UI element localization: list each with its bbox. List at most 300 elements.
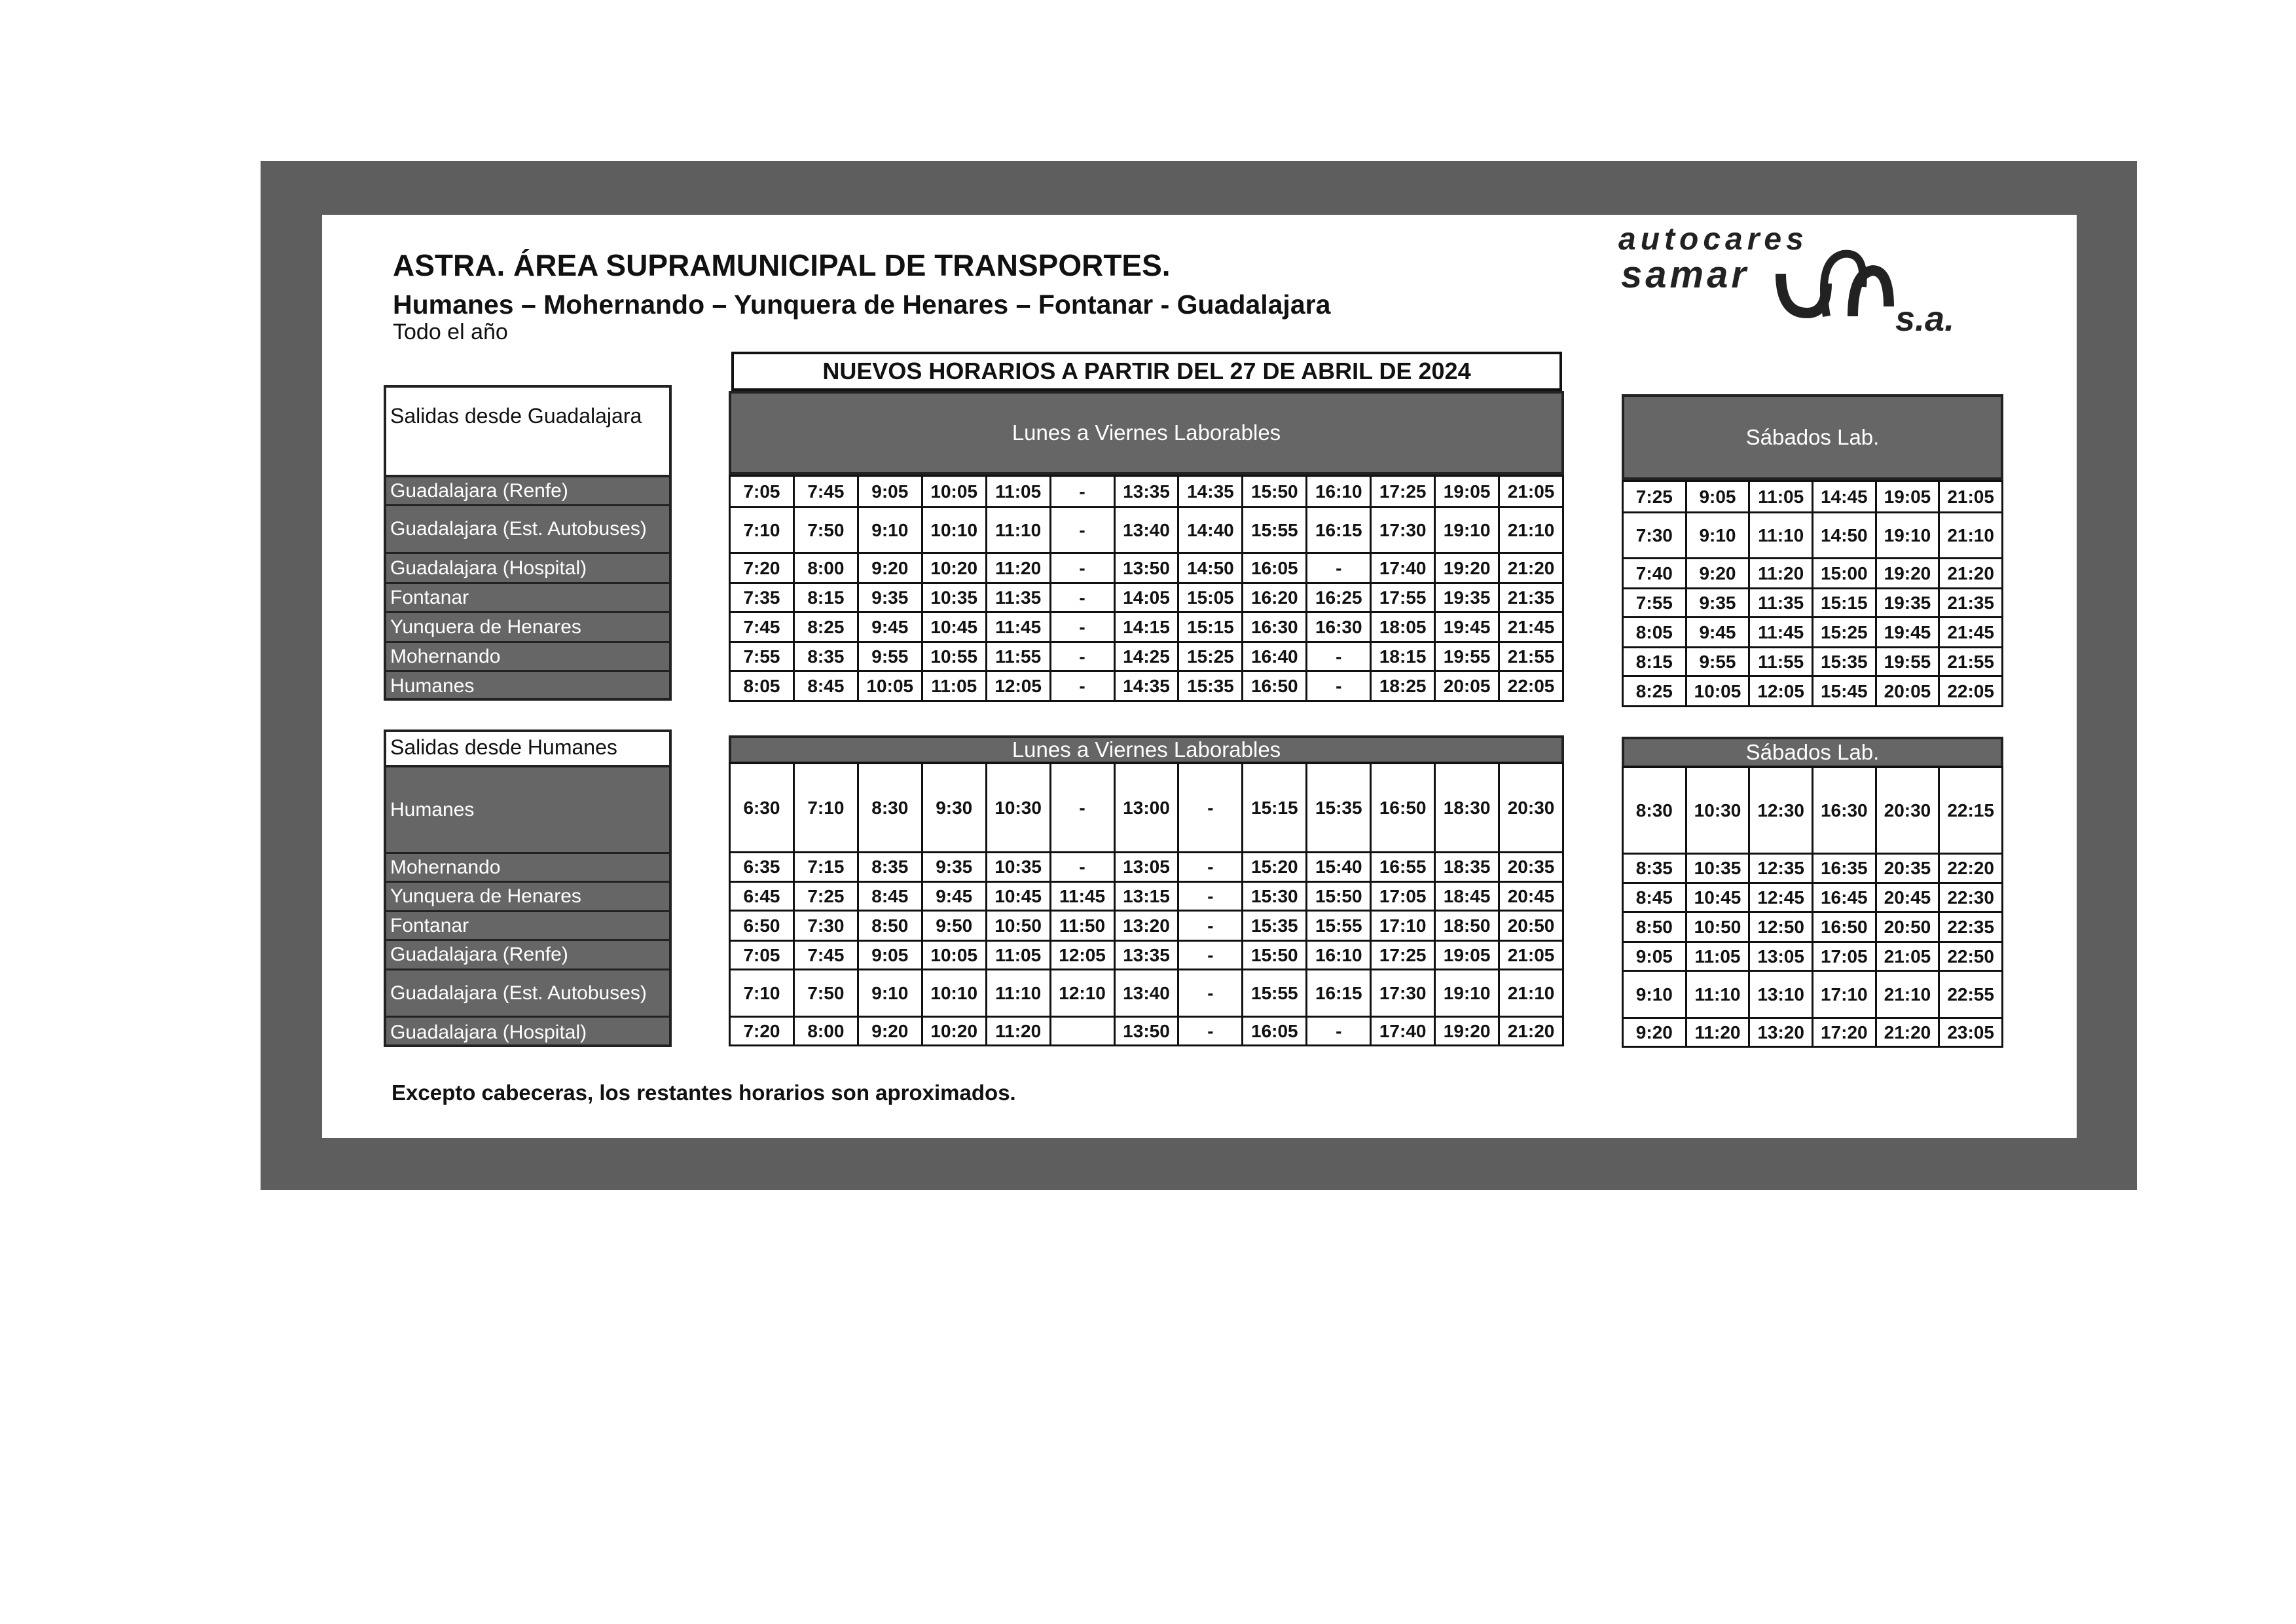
departure-time-cell: 16:35 [1812,854,1876,883]
departure-time-cell: 7:10 [730,507,794,553]
departure-time-cell: 22:55 [1939,971,2003,1018]
departure-time-cell: 20:30 [1876,767,1939,854]
departure-time-cell: - [1050,642,1114,671]
departure-time-cell: 13:15 [1114,882,1178,911]
departure-time-cell: 21:55 [1499,642,1563,671]
departure-time-cell: 12:10 [1050,970,1114,1017]
departure-time-cell: 8:15 [1623,648,1686,676]
timetable-row [730,476,1563,507]
departure-time-cell: 16:20 [1243,583,1307,612]
departure-time-cell: 22:30 [1939,883,2003,912]
departure-time-cell: 10:30 [1686,767,1749,854]
departure-time-cell: 9:20 [858,553,922,583]
timetable-row [730,941,1563,970]
departure-time-cell: 15:35 [1307,764,1371,853]
departure-time-cell: 11:35 [1749,589,1813,618]
departure-time-cell: 13:05 [1749,942,1813,971]
departure-time-cell: 6:35 [730,853,794,882]
departure-time-cell: 20:35 [1876,854,1939,883]
departure-time-cell: 21:10 [1939,513,2003,559]
departure-time-cell: 7:20 [730,1017,794,1046]
departure-time-cell: 19:35 [1876,589,1939,618]
departure-time-cell: 8:25 [1623,676,1686,707]
departure-time-cell: 13:35 [1114,941,1178,970]
departure-time-cell: 9:20 [1686,559,1749,589]
stops-list-from-humanes [384,729,672,1047]
departure-time-cell: - [1178,764,1243,853]
departure-time-cell: - [1050,476,1114,507]
departure-time-cell: 12:50 [1749,912,1813,942]
departure-time-cell: 11:05 [1686,942,1749,971]
departure-time-cell: 6:50 [730,911,794,941]
departure-time-cell: 11:10 [1749,513,1813,559]
timetable-row [1623,767,2003,854]
departure-time-cell: 16:30 [1243,612,1307,642]
departure-time-cell: 16:50 [1371,764,1435,853]
departure-time-cell: 8:30 [858,764,922,853]
departure-time-cell: - [1178,970,1243,1017]
departure-time-cell: 9:20 [1623,1018,1686,1047]
departure-time-cell: - [1050,671,1114,701]
departure-time-cell: 11:45 [1749,618,1813,648]
departure-time-cell: 20:50 [1499,911,1563,941]
departure-time-cell: 10:20 [922,1017,986,1046]
departure-time-cell: 18:05 [1371,612,1435,642]
departure-time-cell: 11:20 [1686,1018,1749,1047]
departure-time-cell: 16:05 [1243,553,1307,583]
departure-time-cell: 16:55 [1371,853,1435,882]
timetable-row [1623,618,2003,648]
departure-time-cell: 16:25 [1307,583,1371,612]
timetable-row [730,882,1563,911]
departure-time-cell: - [1050,853,1114,882]
timetable-row [730,911,1563,941]
departure-time-cell: 21:10 [1499,507,1563,553]
departure-time-cell: - [1307,1017,1371,1046]
departure-time-cell: 8:30 [1623,767,1686,854]
departure-time-cell: 18:25 [1371,671,1435,701]
departure-time-cell: 17:20 [1812,1018,1876,1047]
departure-time-cell: 16:40 [1243,642,1307,671]
departure-time-cell: 15:05 [1178,583,1243,612]
departure-time-cell: 11:55 [986,642,1050,671]
departure-time-cell: 10:05 [922,941,986,970]
timetable-row [730,612,1563,642]
departure-time-cell: 7:20 [730,553,794,583]
stop-row: Mohernando [386,643,669,672]
new-schedule-notice: NUEVOS HORARIOS A PARTIR DEL 27 DE ABRIL DE 2024 [731,352,1562,391]
departure-time-cell: 22:15 [1939,767,2003,854]
stop-row: Guadalajara (Hospital) [386,554,669,584]
departure-time-cell: 10:35 [922,583,986,612]
departure-time-cell: 9:55 [858,642,922,671]
departure-time-cell: 20:30 [1499,764,1563,853]
departure-time-cell: 21:05 [1876,942,1939,971]
departure-time-cell: 7:45 [793,941,858,970]
departure-time-cell: 15:15 [1243,764,1307,853]
departure-time-cell: 9:45 [858,612,922,642]
departure-time-cell: 20:05 [1435,671,1499,701]
departure-time-cell: 11:20 [986,553,1050,583]
departure-time-cell: 15:00 [1812,559,1876,589]
departure-time-cell: 15:55 [1307,911,1371,941]
departure-time-cell: 19:20 [1876,559,1939,589]
departure-time-cell: 9:05 [858,476,922,507]
departure-time-cell: - [1307,671,1371,701]
timetable-row [730,507,1563,553]
departure-time-cell: 15:35 [1812,648,1876,676]
stops-list-from-guadalajara [384,385,672,701]
departure-time-cell: 8:05 [1623,618,1686,648]
departure-time-cell: 16:50 [1243,671,1307,701]
saturday-band: Sábados Lab. [1622,737,2003,768]
departure-time-cell: 15:50 [1243,941,1307,970]
departure-time-cell: 20:35 [1499,853,1563,882]
departure-time-cell: 10:05 [922,476,986,507]
departure-time-cell: 9:20 [858,1017,922,1046]
departure-time-cell: 7:30 [793,911,858,941]
departure-time-cell: 11:45 [1050,882,1114,911]
stop-row: Humanes [390,675,475,697]
departure-time-cell: 7:55 [1623,589,1686,618]
stop-row: Yunquera de Henares [386,613,669,643]
departure-time-cell: 15:25 [1178,642,1243,671]
departure-time-cell: - [1178,853,1243,882]
departure-time-cell: 7:35 [730,583,794,612]
departure-time-cell: 16:15 [1307,507,1371,553]
stop-row: Fontanar [386,584,669,613]
departure-time-cell: 21:35 [1499,583,1563,612]
departure-time-cell: 7:45 [730,612,794,642]
departure-time-cell: 11:05 [986,941,1050,970]
departure-time-cell: 9:05 [1623,942,1686,971]
departure-time-cell: 10:45 [922,612,986,642]
departure-time-cell: 19:20 [1435,553,1499,583]
timetable-row [730,853,1563,882]
timetable-row [1623,912,2003,942]
departure-time-cell: 21:45 [1939,618,2003,648]
route-subtitle: Humanes – Mohernando – Yunquera de Henares – Fontanar - Guadalajara [393,289,1331,320]
departure-time-cell: 9:05 [858,941,922,970]
departure-time-cell: 11:55 [1749,648,1813,676]
stop-row: Mohernando [386,854,669,883]
departure-time-cell: - [1178,1017,1243,1046]
departure-time-cell: 10:35 [1686,854,1749,883]
departure-time-cell: 11:35 [986,583,1050,612]
saturday-timetable [1622,480,2003,707]
departure-time-cell: 7:25 [793,882,858,911]
stop-row: Guadalajara (Renfe) [386,477,669,506]
departure-time-cell: 11:10 [986,970,1050,1017]
departure-time-cell: 11:20 [986,1017,1050,1046]
departure-time-cell: - [1178,911,1243,941]
departure-time-cell: 7:10 [730,970,794,1017]
departure-time-cell: 19:55 [1435,642,1499,671]
departure-time-cell: 9:05 [1686,481,1749,513]
timetable-row [1623,481,2003,513]
departure-time-cell: 14:50 [1812,513,1876,559]
timetable-row [730,1017,1563,1046]
departure-time-cell: 10:50 [986,911,1050,941]
timetable-row [1623,854,2003,883]
departure-time-cell: 8:35 [858,853,922,882]
departure-time-cell: 7:05 [730,476,794,507]
stop-row: Humanes [386,767,669,854]
departure-time-cell: 19:10 [1435,970,1499,1017]
departure-time-cell: 10:45 [986,882,1050,911]
company-logo [1604,221,2010,346]
departure-time-cell: 8:05 [730,671,794,701]
departure-time-cell: 13:10 [1749,971,1813,1018]
departure-time-cell: 7:15 [793,853,858,882]
departure-time-cell: - [1050,553,1114,583]
departure-time-cell: 15:25 [1812,618,1876,648]
departure-time-cell: 16:30 [1812,767,1876,854]
departure-time-cell: 19:20 [1435,1017,1499,1046]
logo-emblem-icon [1755,248,1899,320]
departure-time-cell [1050,1017,1114,1046]
departure-time-cell: 9:30 [922,764,986,853]
departure-time-cell: 19:05 [1435,476,1499,507]
stop-row: Guadalajara (Renfe) [386,941,669,970]
departure-time-cell: 19:10 [1435,507,1499,553]
departure-time-cell: 21:05 [1939,481,2003,513]
departure-time-cell: 17:40 [1371,553,1435,583]
departure-time-cell: 14:05 [1114,583,1178,612]
period-label: Todo el año [393,320,508,344]
departure-time-cell: 22:20 [1939,854,2003,883]
departure-time-cell: 22:05 [1939,676,2003,707]
departure-time-cell: 8:35 [793,642,858,671]
departure-time-cell: 20:45 [1499,882,1563,911]
departure-time-cell: 19:55 [1876,648,1939,676]
departure-time-cell: 11:05 [922,671,986,701]
departure-time-cell: - [1178,941,1243,970]
departure-time-cell: 11:10 [1686,971,1749,1018]
departure-time-cell: 12:35 [1749,854,1813,883]
departure-time-cell: 15:15 [1812,589,1876,618]
departure-time-cell: 9:10 [858,970,922,1017]
departure-time-cell: 13:00 [1114,764,1178,853]
departure-time-cell: 7:50 [793,507,858,553]
departure-time-cell: 10:20 [922,553,986,583]
departure-time-cell: 22:35 [1939,912,2003,942]
departure-time-cell: 16:05 [1243,1017,1307,1046]
departure-time-cell: 6:45 [730,882,794,911]
departure-time-cell: 17:25 [1371,941,1435,970]
departure-time-cell: 15:35 [1178,671,1243,701]
stop-row: Fontanar [386,912,669,941]
departure-time-cell: 11:10 [986,507,1050,553]
departure-time-cell: 16:10 [1307,476,1371,507]
departure-time-cell: 8:50 [858,911,922,941]
stop-row: Guadalajara (Hospital) [390,1022,587,1043]
departure-time-cell: 14:40 [1178,507,1243,553]
departure-time-cell: 11:50 [1050,911,1114,941]
saturday-band: Sábados Lab. [1622,394,2003,480]
departure-time-cell: 15:20 [1243,853,1307,882]
departure-time-cell: 12:45 [1749,883,1813,912]
departure-time-cell: 16:30 [1307,612,1371,642]
departure-time-cell: 21:55 [1939,648,2003,676]
departure-time-cell: 18:50 [1435,911,1499,941]
departure-time-cell: 10:10 [922,507,986,553]
departure-time-cell: 21:10 [1499,970,1563,1017]
departure-time-cell: 14:35 [1178,476,1243,507]
departure-time-cell: - [1050,612,1114,642]
departure-time-cell: - [1307,642,1371,671]
saturday-timetable [1622,766,2003,1048]
departure-time-cell: 15:50 [1307,882,1371,911]
departure-time-cell: 14:25 [1114,642,1178,671]
departure-time-cell: 14:15 [1114,612,1178,642]
departure-time-cell: 8:50 [1623,912,1686,942]
departure-time-cell: 17:10 [1371,911,1435,941]
departure-time-cell: 8:15 [793,583,858,612]
departure-time-cell: 7:10 [793,764,858,853]
departure-time-cell: 8:25 [793,612,858,642]
stop-row: Guadalajara (Est. Autobuses) [386,506,669,554]
departure-time-cell: 12:05 [986,671,1050,701]
departure-time-cell: 9:10 [858,507,922,553]
departure-time-cell: 16:15 [1307,970,1371,1017]
departure-time-cell: 8:45 [1623,883,1686,912]
departure-time-cell: 19:05 [1435,941,1499,970]
departure-time-cell: 11:05 [986,476,1050,507]
departure-time-cell: 10:10 [922,970,986,1017]
section-heading: Salidas desde Guadalajara [386,388,669,477]
departure-time-cell: 15:50 [1243,476,1307,507]
departure-time-cell: 7:45 [793,476,858,507]
departure-time-cell: 16:10 [1307,941,1371,970]
departure-time-cell: 21:05 [1499,476,1563,507]
timetable-row [1623,676,2003,707]
departure-time-cell: 19:05 [1876,481,1939,513]
departure-time-cell: 18:30 [1435,764,1499,853]
departure-time-cell: 12:30 [1749,767,1813,854]
departure-time-cell: 17:40 [1371,1017,1435,1046]
timetable-row [1623,942,2003,971]
departure-time-cell: 20:05 [1876,676,1939,707]
departure-time-cell: 7:05 [730,941,794,970]
weekday-band: Lunes a Viernes Laborables [729,391,1564,475]
departure-time-cell: - [1307,553,1371,583]
departure-time-cell: 18:45 [1435,882,1499,911]
departure-time-cell: 13:05 [1114,853,1178,882]
departure-time-cell: 21:10 [1876,971,1939,1018]
departure-time-cell: 14:45 [1812,481,1876,513]
departure-time-cell: 9:55 [1686,648,1749,676]
departure-time-cell: 10:05 [858,671,922,701]
departure-time-cell: 8:45 [858,882,922,911]
departure-time-cell: 15:55 [1243,970,1307,1017]
departure-time-cell: 10:30 [986,764,1050,853]
departure-time-cell: 19:35 [1435,583,1499,612]
weekday-band: Lunes a Viernes Laborables [729,735,1564,764]
departure-time-cell: 19:45 [1435,612,1499,642]
departure-time-cell: 20:45 [1876,883,1939,912]
departure-time-cell: 10:05 [1686,676,1749,707]
departure-time-cell: 13:50 [1114,553,1178,583]
logo-text-samar: samar [1621,253,1749,296]
departure-time-cell: 8:00 [793,1017,858,1046]
departure-time-cell: 21:20 [1499,1017,1563,1046]
departure-time-cell: 15:55 [1243,507,1307,553]
departure-time-cell: 10:55 [922,642,986,671]
departure-time-cell: 17:05 [1812,942,1876,971]
departure-time-cell: 17:10 [1812,971,1876,1018]
departure-time-cell: 18:15 [1371,642,1435,671]
departure-time-cell: - [1050,507,1114,553]
departure-time-cell: 18:35 [1435,853,1499,882]
departure-time-cell: 21:35 [1939,589,2003,618]
departure-time-cell: 7:30 [1623,513,1686,559]
departure-time-cell: 15:40 [1307,853,1371,882]
departure-time-cell: 15:35 [1243,911,1307,941]
departure-time-cell: 19:10 [1876,513,1939,559]
departure-time-cell: 8:00 [793,553,858,583]
departure-time-cell: 21:20 [1939,559,2003,589]
departure-time-cell: 22:50 [1939,942,2003,971]
departure-time-cell: 13:40 [1114,507,1178,553]
departure-time-cell: 21:20 [1876,1018,1939,1047]
timetable-row [1623,648,2003,676]
departure-time-cell: 9:10 [1623,971,1686,1018]
timetable-row [730,764,1563,853]
departure-time-cell: 14:50 [1178,553,1243,583]
departure-time-cell: 12:05 [1749,676,1813,707]
departure-time-cell: 15:45 [1812,676,1876,707]
departure-time-cell: 13:20 [1114,911,1178,941]
departure-time-cell: 11:05 [1749,481,1813,513]
stop-row: Yunquera de Henares [386,883,669,912]
timetable-row [1623,971,2003,1018]
departure-time-cell: 16:45 [1812,883,1876,912]
departure-time-cell: 15:30 [1243,882,1307,911]
departure-time-cell: 21:05 [1499,941,1563,970]
departure-time-cell: 9:35 [1686,589,1749,618]
departure-time-cell: 10:45 [1686,883,1749,912]
weekday-timetable [729,475,1564,702]
departure-time-cell: 7:25 [1623,481,1686,513]
departure-time-cell: 11:20 [1749,559,1813,589]
weekday-timetable [729,762,1564,1046]
page-title: ASTRA. ÁREA SUPRAMUNICIPAL DE TRANSPORTES. [393,248,1171,282]
departure-time-cell: - [1050,583,1114,612]
departure-time-cell: 11:45 [986,612,1050,642]
timetable-row [1623,589,2003,618]
departure-time-cell: - [1178,882,1243,911]
departure-time-cell: 16:50 [1812,912,1876,942]
timetable-row [730,583,1563,612]
departure-time-cell: 9:50 [922,911,986,941]
departure-time-cell: 9:35 [858,583,922,612]
departure-time-cell: 10:50 [1686,912,1749,942]
departure-time-cell: 17:30 [1371,970,1435,1017]
timetable-row [730,642,1563,671]
timetable-row [1623,1018,2003,1047]
timetable-row [730,671,1563,701]
departure-time-cell: 13:20 [1749,1018,1813,1047]
departure-time-cell: 13:35 [1114,476,1178,507]
departure-time-cell: 9:35 [922,853,986,882]
section-heading: Salidas desde Humanes [386,732,669,767]
departure-time-cell: 6:30 [730,764,794,853]
timetable-row [1623,883,2003,912]
departure-time-cell: 9:45 [1686,618,1749,648]
departure-time-cell: 7:50 [793,970,858,1017]
departure-time-cell: 14:35 [1114,671,1178,701]
